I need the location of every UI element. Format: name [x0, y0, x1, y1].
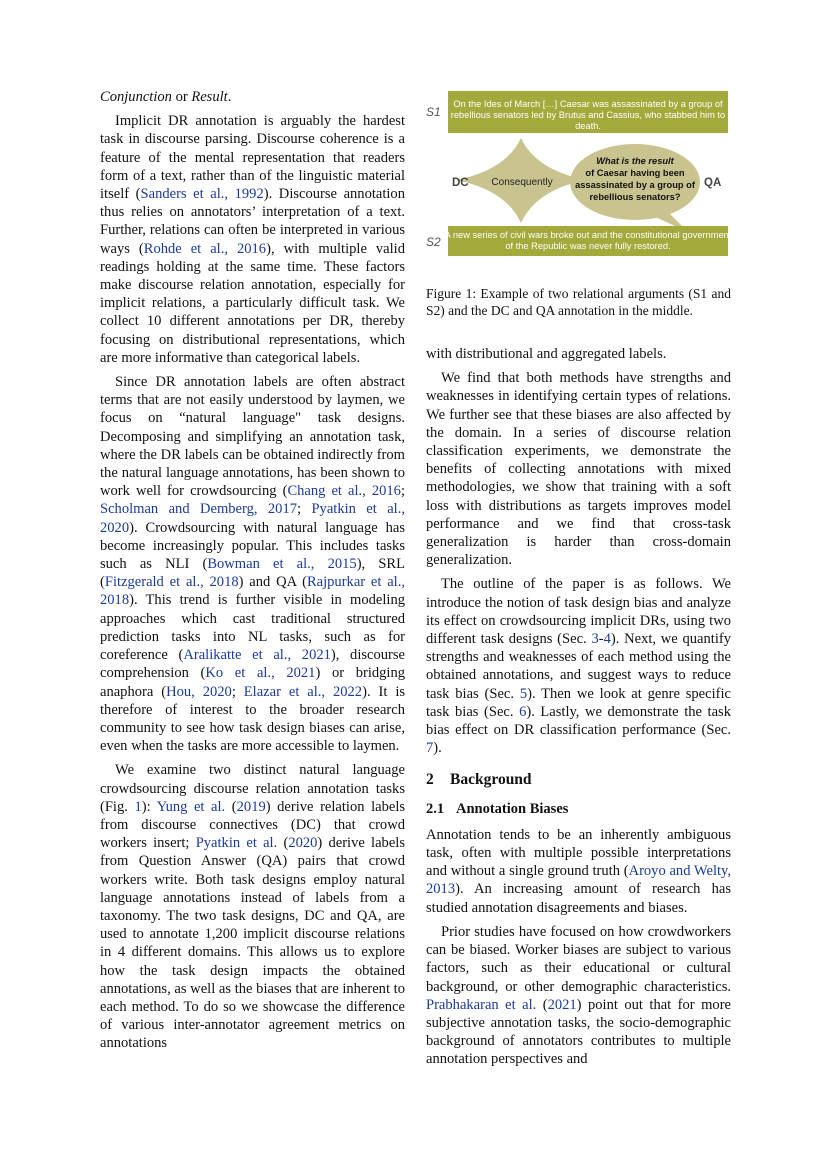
citation-link[interactable]: 2019 [236, 798, 266, 815]
paragraph-continuation: with distributional and aggregated labels. [426, 346, 667, 362]
section-ref-link[interactable]: 3 [591, 631, 599, 648]
qa-text-line: assassinated by a group of [575, 180, 695, 190]
subsection-heading-annotation-biases: 2.1 Annotation Biases [426, 800, 569, 817]
citation-link[interactable]: Fitzgerald et al., 2018 [104, 574, 239, 591]
paragraph-implicit-dr: Implicit DR annotation is arguably the hardest task in discourse parsing. Discourse coherence is a feature of the mental representation that readers form of a text, rather than of the linguistic material itself (Sanders et al., 1992). Discourse annotation thus relies on annotators’ interpretation of a text. Further, relations can often be interpreted in various ways (Rohde et al., 2016), with multiple valid readings holding at the same time. These factors make discourse relation annotation, especially for implicit relations, a particularly difficult task. We collect 10 different annotations per DR, thereby focusing on distributional representations, which are more informative than categorical labels. [100, 113, 405, 366]
citation-link[interactable]: Pyatkin et al., 2020 [100, 501, 405, 536]
paragraph-two-tasks: We examine two distinct natural language crowdsourcing discourse relation annotation tasks (Fig. 1): Yung et al. (2019) derive relation labels from discourse connectives (DC) that crowd workers insert; Pyatkin et al. (2020) derive labels from Question Answer (QA) pairs that crowd workers write. Both task designs employ natural language annotations instead of labels from a taxonomy. The two task designs, DC and QA, are used to annotate 1,200 implicit discourse relations in 4 different domains. This allows us to explore how the task design impacts the obtained annotations, as well as the biases that are inherent to each method. To do so we showcase the difference of various inter-annotator agreement metrics on annotations [100, 762, 406, 1052]
s1-text-line: On the Ides of March […] Caesar was assassinated by a group of [453, 99, 723, 109]
section-ref-link[interactable]: 6 [519, 703, 527, 720]
qa-text-line: of Caesar having been [585, 168, 685, 178]
figure-diagram [426, 88, 731, 278]
s2-label: S2 [426, 235, 441, 249]
s1-text-line: death. [575, 121, 601, 131]
citation-link[interactable]: 2020 [288, 835, 318, 852]
citation-link[interactable]: Prabhakaran et al. [426, 996, 537, 1013]
section-heading-background: 2 Background [426, 771, 532, 789]
citation-link[interactable]: Scholman and Demberg, 2017 [100, 501, 297, 518]
citation-link[interactable]: Yung et al. [156, 798, 226, 815]
citation-link[interactable]: Bowman et al., 2015 [207, 556, 357, 573]
dc-label: DC [452, 177, 469, 189]
citation-link[interactable]: Chang et al., 2016 [287, 483, 401, 500]
citation-link[interactable]: Rohde et al., 2016 [143, 240, 267, 257]
figure-caption: Figure 1: Example of two relational arguments (S1 and S2) and the DC and QA annotation in the middle. [426, 286, 731, 318]
citation-link[interactable]: Rajpurkar et al., 2018 [100, 574, 406, 609]
paragraph-continuation: Conjunction or Result. [100, 89, 232, 105]
qa-text-line: What is the result [596, 156, 674, 166]
s1-label: S1 [426, 105, 441, 119]
qa-text-line: rebellious senators? [589, 192, 681, 202]
paragraph-ambiguous: Annotation tends to be an inherently ambiguous task, often with multiple possible interpretations and without a single ground truth (Aroyo and Welty, 2013). An increasing amount of research has studied annotation disagreements and biases. [426, 826, 731, 916]
section-ref-link[interactable]: 4 [603, 631, 611, 648]
citation-link[interactable]: Hou, 2020 [166, 683, 232, 700]
citation-link[interactable]: Aralikatte et al., 2021 [183, 647, 331, 664]
qa-label: QA [704, 177, 722, 189]
citation-link[interactable]: Sanders et al., 1992 [140, 186, 264, 203]
s1-text-line: rebellious senators led by Brutus and Cassius, who stabbed him to [450, 110, 726, 120]
figure-1 [426, 88, 731, 320]
citation-link[interactable]: Aroyo and Welty, 2013 [426, 863, 731, 898]
section-ref-link[interactable]: 5 [519, 685, 528, 702]
citation-link[interactable]: Ko et al., 2021 [205, 665, 316, 682]
section-ref-link[interactable]: 7 [426, 740, 434, 757]
right-column [426, 345, 731, 1075]
citation-link[interactable]: Pyatkin et al. [195, 835, 278, 852]
paragraph-outline: The outline of the paper is as follows. We introduce the notion of task design bias and analyze its effect on crowdsourcing implicit DRs, using two different task designs (Sec. 3-4). Next, we quantify strengths and weaknesses of each method using the obtained annotations, and suggest ways to reduce task bias (Sec. 5). Then we look at genre specific task bias (Sec. 6). Lastly, we demonstrate the task bias effect on DR classification performance (Sec. 7). [426, 576, 731, 757]
left-column [100, 88, 405, 1059]
paragraph-dr-labels: Since DR annotation labels are often abstract terms that are not easily understood by laymen, we focus on “natural language" task designs. Decomposing and simplifying an annotation task, where the DR labels can be obtained indirectly from the natural language annotations, has been shown to work well for crowdsourcing (Chang et al., 2016; Scholman and Demberg, 2017; Pyatkin et al., 2020). Crowdsourcing with natural language has become increasingly popular. This includes tasks such as NLI (Bowman et al., 2015), SRL (Fitzgerald et al., 2018) and QA (Rajpurkar et al., 2018). This trend is further visible in modeling approaches which cast traditional structured prediction tasks into NL tasks, such as for coreference (Aralikatte et al., 2021), discourse comprehension (Ko et al., 2021) or bridging anaphora (Hou, 2020; Elazar et al., 2022). It is therefore of interest to the broader research community to see how task design biases can arise, even when the tasks are more accessible to laymen. [100, 374, 406, 755]
dc-connective: Consequently [491, 177, 553, 188]
paragraph-worker-biases: Prior studies have focused on how crowdworkers can be biased. Worker biases are subject to various factors, such as their educational or cultural background, or other demographic characteristics. Prabhakaran et al. (2021) point out that for more subjective annotation tasks, the socio-demographic background of annotators contributes to multiple annotation perspectives and [426, 923, 731, 1068]
figure-ref-link[interactable]: 1 [134, 798, 142, 815]
paragraph-findings: We find that both methods have strengths and weaknesses in identifying certain types of relations. We further see that these biases are also affected by the domain. In a series of discourse relation classification experiments, we demonstrate the benefits of collecting annotations with mixed methodologies, we show that training with a soft loss with distributions as targets improves model performance and we find that cross-task generalization is harder than cross-domain generalization. [426, 370, 731, 569]
s2-text-line: A new series of civil wars broke out and the constitutional government [444, 230, 731, 240]
citation-link[interactable]: Elazar et al., 2022 [243, 683, 363, 700]
s2-text-line: of the Republic was never fully restored. [505, 241, 671, 251]
citation-link[interactable]: 2021 [547, 996, 577, 1013]
